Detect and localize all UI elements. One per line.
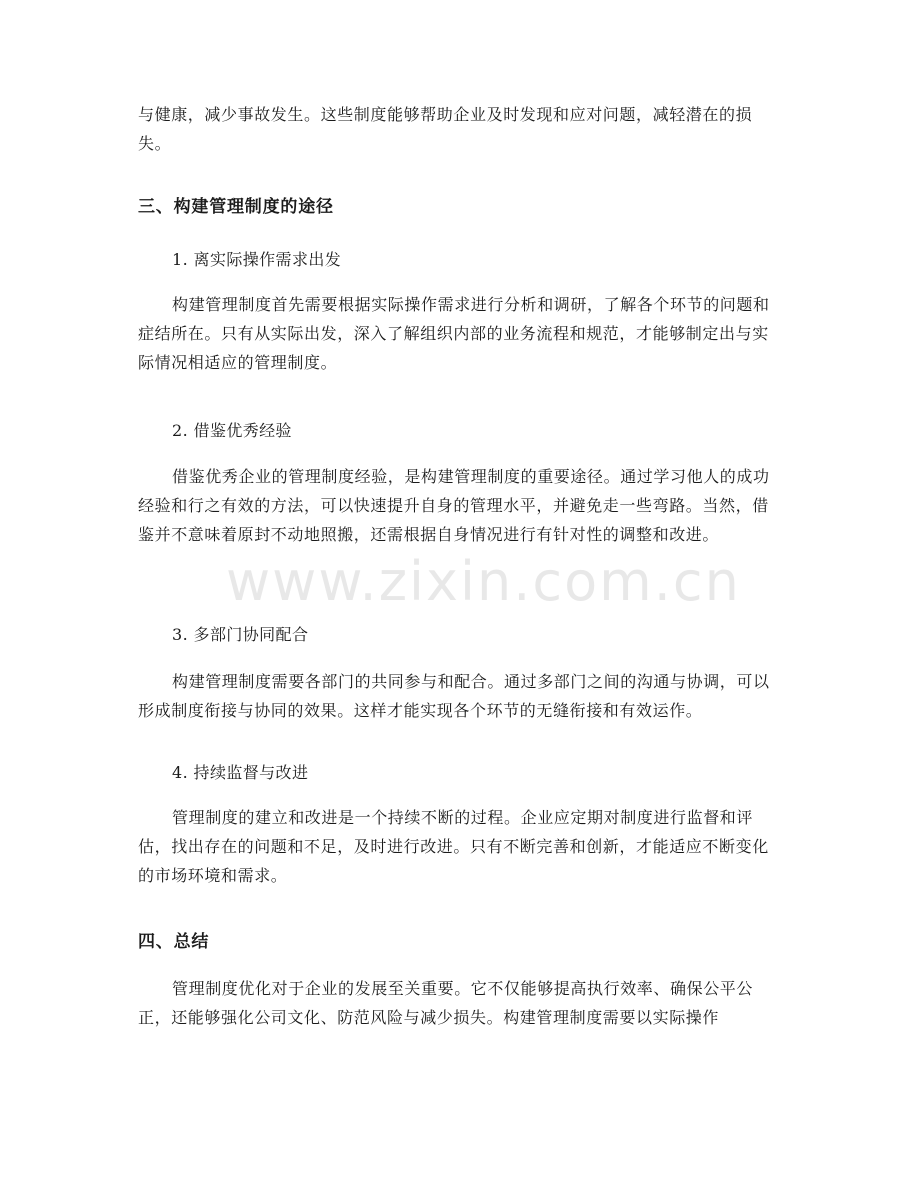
item-4-body: 管理制度的建立和改进是一个持续不断的过程。企业应定期对制度进行监督和评估，找出存在的问题和不足，及时进行改进。只有不断完善和创新，才能适应不断变化的市场环境和需求。 xyxy=(138,808,769,885)
item-1-title: 1. 离实际操作需求出发 xyxy=(172,250,342,269)
item-2-title: 2. 借鉴优秀经验 xyxy=(172,421,292,440)
item-2-body: 借鉴优秀企业的管理制度经验，是构建管理制度的重要途径。通过学习他人的成功经验和行之有效的方法，可以快速提升自身的管理水平，并避免走一些弯路。当然，借鉴并不意味着原封不动地照搬，还需根据自身情况进行有针对性的调整和改进。 xyxy=(138,467,770,544)
summary-paragraph: 管理制度优化对于企业的发展至关重要。它不仅能够提高执行效率、确保公平公正，还能够强化公司文化、防范风险与减少损失。构建管理制度需要以实际操作 xyxy=(138,979,754,1027)
section-3-heading: 三、构建管理制度的途径 xyxy=(138,197,334,217)
intro-tail-paragraph: 与健康，减少事故发生。这些制度能够帮助企业及时发现和应对问题，减轻潜在的损失。 xyxy=(138,105,753,153)
item-3-body: 构建管理制度需要各部门的共同参与和配合。通过多部门之间的沟通与协调，可以形成制度衔接与协同的效果。这样才能实现各个环节的无缝衔接和有效运作。 xyxy=(138,672,770,720)
item-1-body: 构建管理制度首先需要根据实际操作需求进行分析和调研，了解各个环节的问题和症结所在。只有从实际出发，深入了解组织内部的业务流程和规范，才能够制定出与实际情况相适应的管理制度。 xyxy=(138,295,770,372)
item-4-title: 4. 持续监督与改进 xyxy=(172,763,309,782)
section-4-heading: 四、总结 xyxy=(138,932,210,952)
item-3-title: 3. 多部门协同配合 xyxy=(172,625,309,644)
watermark: www.zixin.com.cn xyxy=(226,550,741,613)
